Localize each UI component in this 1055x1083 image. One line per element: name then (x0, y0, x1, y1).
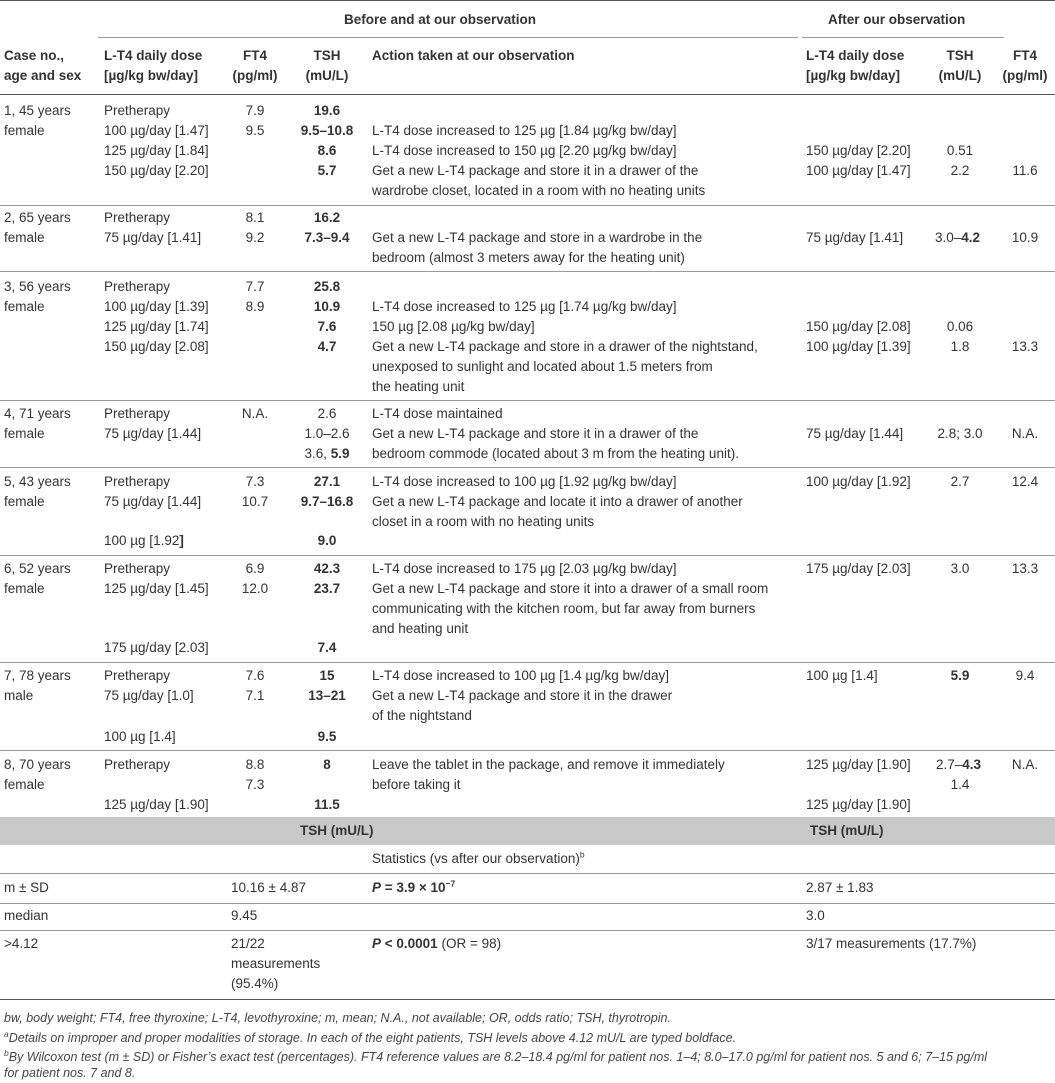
after-dose-value: 125 µg/day [1.90] (806, 797, 911, 812)
ft4-value: 7.7 (245, 279, 265, 294)
header-ft4-2: (pg/ml) (232, 68, 278, 83)
dose-value: 150 µg/day [2.20] (104, 163, 209, 178)
header-after-ft4-2: (pg/ml) (1002, 68, 1048, 83)
action-text: Get a new L-T4 package and store it in the drawer (372, 688, 673, 703)
after-tsh-value: 0.51 (946, 143, 974, 158)
stats-caption-text: Statistics (vs after our observation) (372, 851, 580, 866)
case-label: 1, 45 years (4, 103, 71, 118)
action-text: L-T4 dose increased to 100 µg [1.92 µg/kg bw/day] (372, 474, 677, 489)
stats-before-value: 21/22 (231, 936, 265, 951)
action-text: before taking it (372, 777, 461, 792)
tsh-normal: 3.6, (304, 446, 331, 461)
case-label: 3, 56 years (4, 279, 71, 294)
after-dose-value: 125 µg/day [1.90] (806, 757, 911, 772)
case-sex: female (4, 494, 45, 509)
after-dose-value: 150 µg/day [2.08] (806, 319, 911, 334)
action-text: and heating unit (372, 621, 469, 636)
after-dose-value: 100 µg/day [1.39] (806, 339, 911, 354)
tsh-value: 11.5 (314, 797, 340, 812)
tsh-value: 13–21 (308, 688, 346, 703)
footnote-a-text: Details on improper and proper modalities of storage. In each of the eight patients, TSH levels above 4.12 mU/L are typed boldface. (8, 1031, 737, 1045)
stats-caption (372, 849, 585, 869)
dose-value: Pretherapy (104, 757, 171, 772)
header-action: Action taken at our observation (372, 48, 575, 63)
header-after-tsh-2: (mU/L) (938, 68, 982, 83)
case-sex: female (4, 299, 45, 314)
tsh-value: 19.6 (313, 103, 341, 118)
after-ft4-value: N.A. (1011, 757, 1039, 772)
header-case-2: age and sex (4, 68, 82, 83)
footnote-abbreviations: bw, body weight; FT4, free thyroxine; L-T4, levothyroxine; m, mean; N.A., not available; OR, odds ratio; TSH, thyrotropin. (4, 1011, 671, 1025)
after-tsh-high: 4.3 (962, 757, 982, 772)
case-label: 5, 43 years (4, 474, 71, 489)
p-text: = 3.9 × 10 (381, 880, 446, 895)
stats-p-value (372, 878, 455, 898)
action-text: L-T4 dose increased to 125 µg [1.74 µg/kg bw/day] (372, 299, 677, 314)
dose-value (104, 531, 184, 551)
after-ft4-value: 13.3 (1011, 561, 1039, 576)
after-dose-value: 75 µg/day [1.41] (806, 230, 904, 245)
footnote-mark-a: a (4, 1028, 9, 1039)
case-sex: female (4, 581, 45, 596)
p-exponent: −7 (445, 878, 456, 889)
header-after-tsh: TSH (946, 48, 974, 63)
tsh-value: 25.8 (313, 279, 341, 294)
action-text: unexposed to sunlight and located about 1.5 meters from (372, 359, 713, 374)
after-tsh-value (935, 228, 980, 248)
after-tsh-value: 2.8; 3.0 (937, 426, 983, 441)
stats-before-value: (95.4%) (231, 976, 279, 991)
dose-value: Pretherapy (104, 279, 171, 294)
dose-value: Pretherapy (104, 668, 171, 683)
dose-value: 75 µg/day [1.44] (104, 494, 202, 509)
tsh-value: 23.7 (313, 581, 341, 596)
dose-value: 125 µg/day [1.45] (104, 581, 209, 596)
after-tsh-value: 0.06 (946, 319, 974, 334)
action-text: 150 µg [2.08 µg/kg bw/day] (372, 319, 535, 334)
after-tsh-value: 3.0 (950, 561, 970, 576)
tsh-value: 1.0–2.6 (304, 426, 350, 441)
tsh-value: 7.6 (317, 319, 337, 334)
dose-text: 100 µg [1.92 (104, 533, 180, 548)
action-text: L-T4 dose increased to 150 µg [2.20 µg/kg bw/day] (372, 143, 677, 158)
action-text: wardrobe closet, located in a room with no heating units (372, 183, 706, 198)
dose-value: 125 µg/day [1.90] (104, 797, 209, 812)
action-text: Get a new L-T4 package and store it in a drawer of the (372, 163, 699, 178)
tsh-value (287, 444, 367, 464)
action-text: communicating with the kitchen room, but far away from burners (372, 601, 756, 616)
after-dose-value: 175 µg/day [2.03] (806, 561, 911, 576)
header-dose-2: [µg/kg bw/day] (104, 68, 199, 83)
case-sex: female (4, 230, 45, 245)
p-text: < 0.0001 (381, 936, 438, 951)
tsh-value: 4.7 (317, 339, 337, 354)
stats-header-bar (0, 817, 1055, 845)
dose-value: Pretherapy (104, 103, 171, 118)
ft4-value: 7.6 (245, 668, 265, 683)
dose-value: 75 µg/day [1.44] (104, 426, 202, 441)
stats-before-value: 9.45 (231, 908, 258, 923)
tsh-value: 8 (323, 757, 331, 772)
dose-value: 100 µg [1.4] (104, 729, 176, 744)
dose-value: Pretherapy (104, 474, 171, 489)
action-text: Get a new L-T4 package and store it in a drawer of the (372, 426, 699, 441)
dose-value: 125 µg/day [1.74] (104, 319, 209, 334)
case-label: 8, 70 years (4, 757, 71, 772)
action-text: Get a new L-T4 package and store in a drawer of the nightstand, (372, 339, 758, 354)
ft4-value: 6.9 (245, 561, 265, 576)
after-tsh-value: 2.2 (950, 163, 970, 178)
tsh-value: 10.9 (313, 299, 341, 314)
case-sex: male (4, 688, 34, 703)
tsh-value: 9.5 (317, 729, 337, 744)
header-tsh-2: (mU/L) (305, 68, 349, 83)
after-dose-value: 100 µg/day [1.47] (806, 163, 911, 178)
tsh-value: 8.6 (317, 143, 337, 158)
tsh-value: 9.7–16.8 (300, 494, 354, 509)
header-after-ft4: FT4 (1012, 48, 1037, 63)
ft4-value: N.A. (241, 406, 269, 421)
dose-value: 100 µg/day [1.47] (104, 123, 209, 138)
ft4-value: 7.3 (245, 474, 265, 489)
after-ft4-value: 9.4 (1015, 668, 1035, 683)
tsh-high: 5.9 (330, 446, 350, 461)
ft4-value: 9.2 (245, 230, 265, 245)
dose-value: 75 µg/day [1.0] (104, 688, 194, 703)
p-symbol: P (372, 880, 382, 895)
header-after-dose-2: [µg/kg bw/day] (806, 68, 901, 83)
footnote-mark-b: b (579, 849, 585, 860)
stats-after-value: 3/17 measurements (17.7%) (806, 936, 977, 951)
header-after-group: After our observation (828, 12, 966, 27)
dose-value: Pretherapy (104, 561, 171, 576)
action-text: the heating unit (372, 379, 465, 394)
footnote-mark-b: b (4, 1047, 9, 1058)
tsh-value: 42.3 (313, 561, 341, 576)
action-text: L-T4 dose maintained (372, 406, 503, 421)
after-tsh-low: 3.0– (935, 230, 962, 245)
tsh-value: 7.3–9.4 (304, 230, 350, 245)
ft4-value: 10.7 (241, 494, 269, 509)
dose-bracket: ] (179, 533, 184, 548)
stats-label: m ± SD (4, 880, 49, 895)
action-text: L-T4 dose increased to 125 µg [1.84 µg/kg bw/day] (372, 123, 677, 138)
after-tsh-value: 1.4 (950, 777, 970, 792)
tsh-value: 9.5–10.8 (300, 123, 354, 138)
action-text: Leave the tablet in the package, and remove it immediately (372, 757, 725, 772)
stats-after-value: 3.0 (806, 908, 825, 923)
stats-label: >4.12 (4, 936, 39, 951)
after-dose-value: 100 µg [1.4] (806, 668, 878, 683)
tsh-value: 9.0 (317, 533, 337, 548)
after-tsh-value (936, 755, 981, 775)
tsh-value: 15 (319, 668, 335, 683)
ft4-value: 12.0 (241, 581, 269, 596)
after-tsh-value: 2.7 (950, 474, 970, 489)
stats-tsh-before: TSH (mU/L) (300, 823, 374, 838)
case-label: 6, 52 years (4, 561, 71, 576)
after-ft4-value: 10.9 (1011, 230, 1039, 245)
case-label: 7, 78 years (4, 668, 71, 683)
stats-p-value (372, 934, 501, 954)
dose-value: 150 µg/day [2.08] (104, 339, 209, 354)
after-dose-value: 150 µg/day [2.20] (806, 143, 911, 158)
footnote-b (4, 1047, 987, 1067)
action-text: Get a new L-T4 package and store in a wardrobe in the (372, 230, 703, 245)
action-text: bedroom (almost 3 meters away for the heating unit) (372, 250, 685, 265)
action-text: of the nightstand (372, 708, 472, 723)
dose-value: 175 µg/day [2.03] (104, 640, 209, 655)
after-dose-value: 75 µg/day [1.44] (806, 426, 904, 441)
ft4-value: 7.1 (245, 688, 265, 703)
dose-value: 125 µg/day [1.84] (104, 143, 209, 158)
stats-tsh-after: TSH (mU/L) (810, 823, 884, 838)
after-ft4-value: N.A. (1011, 426, 1039, 441)
ft4-value: 8.8 (245, 757, 265, 772)
odds-ratio: (OR = 98) (437, 936, 502, 951)
p-symbol: P (372, 936, 382, 951)
action-text: closet in a room with no heating units (372, 514, 595, 529)
tsh-value: 27.1 (313, 474, 341, 489)
action-text: L-T4 dose increased to 175 µg [2.03 µg/kg bw/day] (372, 561, 677, 576)
header-tsh: TSH (313, 48, 341, 63)
case-sex: female (4, 426, 45, 441)
after-tsh-low: 2.7– (936, 757, 963, 772)
header-ft4: FT4 (242, 48, 267, 63)
dose-value: 75 µg/day [1.41] (104, 230, 202, 245)
ft4-value: 9.5 (245, 123, 265, 138)
dose-value: 100 µg/day [1.39] (104, 299, 209, 314)
stats-label: median (4, 908, 49, 923)
after-dose-value: 100 µg/day [1.92] (806, 474, 911, 489)
footnote-a (4, 1028, 736, 1048)
stats-before-value: measurements (231, 956, 321, 971)
action-text: Get a new L-T4 package and locate it into a drawer of another (372, 494, 743, 509)
after-tsh-high: 4.2 (961, 230, 981, 245)
dose-value: Pretherapy (104, 210, 171, 225)
after-ft4-value: 13.3 (1011, 339, 1039, 354)
after-ft4-value: 12.4 (1011, 474, 1039, 489)
ft4-value: 8.1 (245, 210, 265, 225)
case-sex: female (4, 777, 45, 792)
header-case: Case no., (4, 48, 65, 63)
action-text: L-T4 dose increased to 100 µg [1.4 µg/kg bw/day] (372, 668, 669, 683)
footnote-b-text: By Wilcoxon test (m ± SD) or Fisher’s exact test (percentages). FT4 reference values are 8.2–18.4 pg/ml for patient nos. 1–4; 8.0–17.0 pg/ml for patient nos. 5 and 6; 7–15 pg/ml (8, 1050, 988, 1064)
ft4-value: 7.3 (245, 777, 265, 792)
case-label: 4, 71 years (4, 406, 71, 421)
after-tsh-value: 5.9 (950, 668, 970, 683)
tsh-value: 2.6 (317, 406, 337, 421)
tsh-value: 7.4 (317, 640, 337, 655)
case-label: 2, 65 years (4, 210, 71, 225)
ft4-value: 8.9 (245, 299, 265, 314)
header-dose: L-T4 daily dose (104, 48, 203, 63)
stats-after-value: 2.87 ± 1.83 (806, 880, 874, 895)
header-after-dose: L-T4 daily dose (806, 48, 905, 63)
action-text: bedroom commode (located about 3 m from the heating unit). (372, 446, 739, 461)
after-tsh-value: 1.8 (950, 339, 970, 354)
stats-before-value: 10.16 ± 4.87 (231, 880, 306, 895)
tsh-value: 5.7 (317, 163, 337, 178)
header-before-group: Before and at our observation (344, 12, 537, 27)
footnote-b-continued: for patient nos. 7 and 8. (4, 1066, 136, 1080)
after-ft4-value: 11.6 (1012, 163, 1038, 178)
action-text: Get a new L-T4 package and store it into a drawer of a small room (372, 581, 769, 596)
tsh-value: 16.2 (313, 210, 341, 225)
ft4-value: 7.9 (245, 103, 265, 118)
case-sex: female (4, 123, 45, 138)
dose-value: Pretherapy (104, 406, 171, 421)
